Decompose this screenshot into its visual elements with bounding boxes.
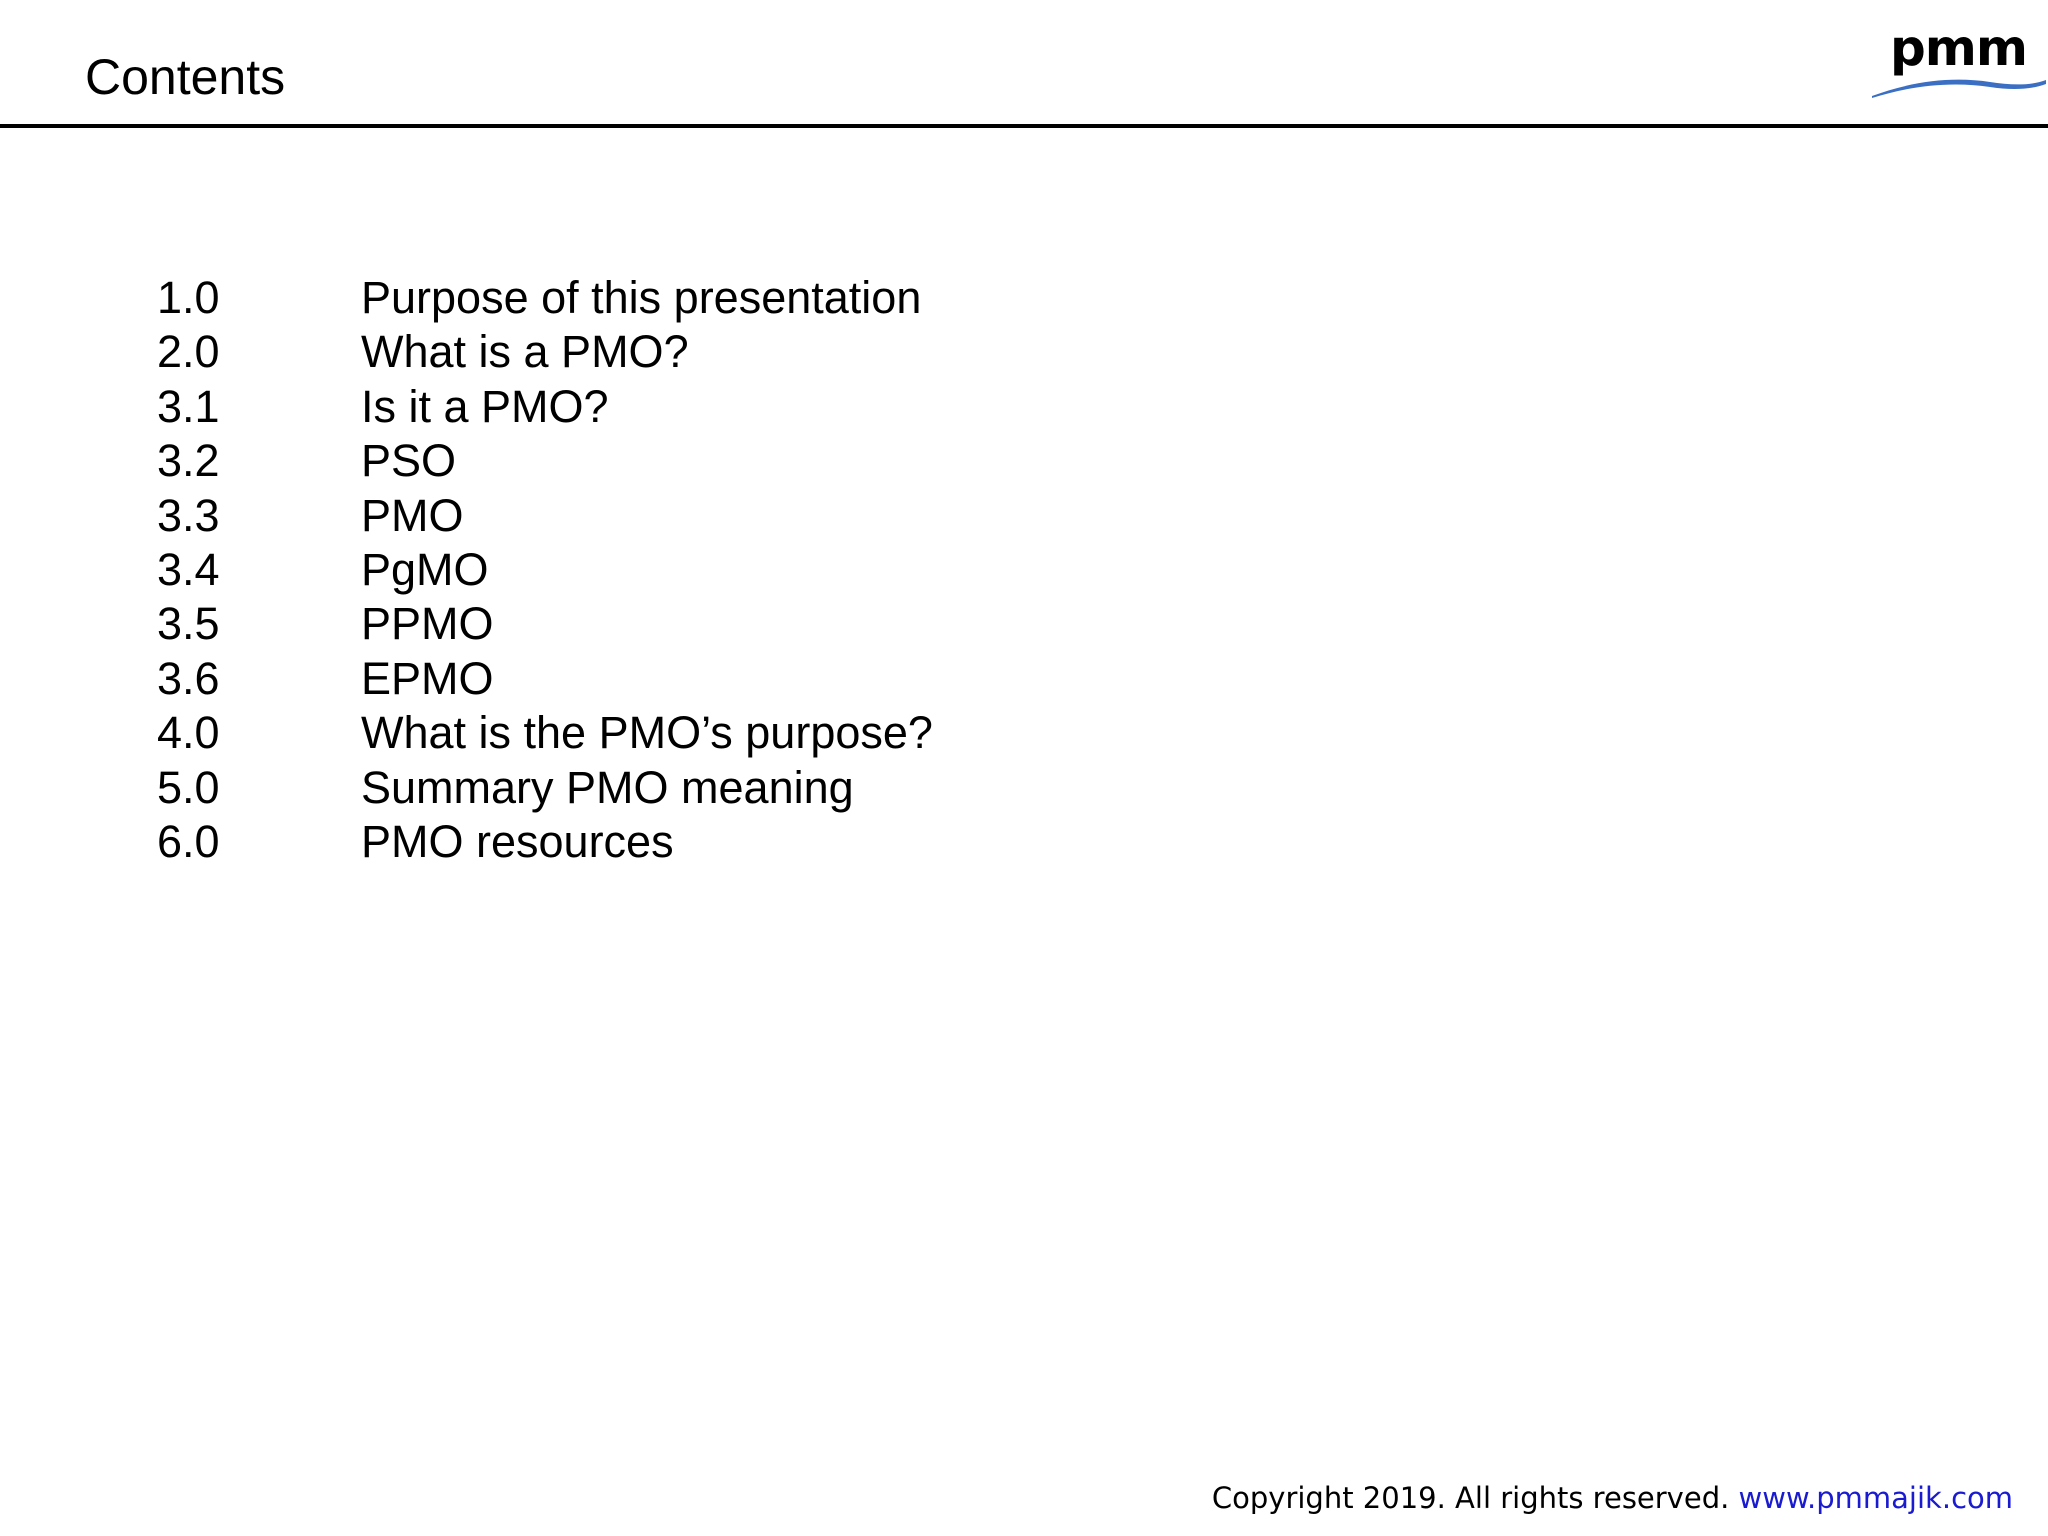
toc-item-number: 5.0 xyxy=(157,761,220,813)
toc-item-label: What is a PMO? xyxy=(361,326,689,378)
toc-item-number: 3.3 xyxy=(157,489,220,541)
toc-item xyxy=(157,761,933,815)
toc-item-number: 3.2 xyxy=(157,435,220,487)
toc-item xyxy=(157,652,933,706)
toc-item xyxy=(157,597,933,651)
toc-item-label: EPMO xyxy=(361,652,494,704)
toc-item-number: 4.0 xyxy=(157,707,220,759)
toc-item xyxy=(157,380,933,434)
toc-item-label: What is the PMO’s purpose? xyxy=(361,707,933,759)
toc-item-label: PMO resources xyxy=(361,815,674,867)
toc-item-label: Purpose of this presentation xyxy=(361,272,922,323)
toc-item-number: 6.0 xyxy=(157,815,220,867)
toc-item xyxy=(157,815,933,869)
website-link[interactable]: www.pmmajik.com xyxy=(1738,1481,2013,1515)
logo-text: pmm xyxy=(1890,19,2027,77)
toc-item xyxy=(157,489,933,543)
slide-title: Contents xyxy=(85,49,286,105)
header-divider xyxy=(0,124,2048,128)
toc-item xyxy=(157,271,933,325)
toc-item-label: PMO xyxy=(361,489,464,541)
toc-item-label: PgMO xyxy=(361,543,489,595)
logo-wave-icon xyxy=(1870,70,2048,100)
toc-item-number: 2.0 xyxy=(157,326,220,378)
toc-item-number: 3.5 xyxy=(157,598,220,650)
toc-item-number: 3.1 xyxy=(157,380,220,432)
toc-item xyxy=(157,706,933,760)
toc-item-number: 3.4 xyxy=(157,543,220,595)
copyright-text: Copyright 2019. All rights reserved. xyxy=(1211,1481,1730,1515)
pmm-logo xyxy=(1870,19,2048,104)
toc-item-number: 3.6 xyxy=(157,652,220,704)
toc-item-label: Summary PMO meaning xyxy=(361,761,854,813)
toc-item-label: PPMO xyxy=(361,598,494,650)
toc-item xyxy=(157,434,933,488)
toc-item xyxy=(157,325,933,379)
toc-item-label: PSO xyxy=(361,435,457,487)
toc-item-label: Is it a PMO? xyxy=(361,380,609,432)
toc-item-number: 1.0 xyxy=(157,272,220,323)
toc-item xyxy=(157,543,933,597)
table-of-contents xyxy=(157,271,933,869)
footer xyxy=(1212,1480,2013,1516)
